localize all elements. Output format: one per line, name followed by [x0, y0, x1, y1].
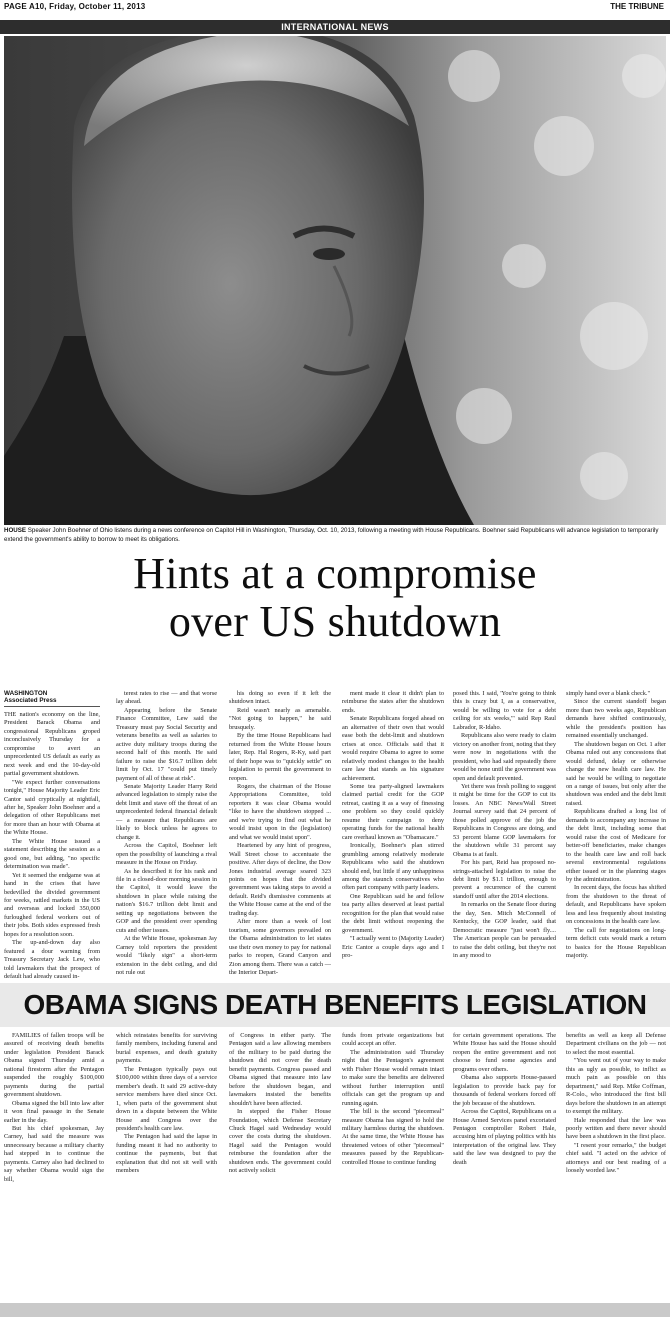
paragraph: simply hand over a blank check." [566, 690, 651, 697]
paragraph: The White House issued a statement describing the session as a good one, but adding, "no specific determination was made". [4, 837, 100, 871]
paragraph: posed this. I said, 'You're going to think this is crazy but I, as a conservative, would be willing to vote for a debt ceiling for six weeks,'" said Rep Raul Labrador, R-Idaho. [453, 690, 556, 731]
paragraph: The Pentagon had said the lapse in funding meant it had no authority to continue the payments, but that explanation that did not sit well with members [116, 1133, 217, 1175]
paragraph: Across the Capitol, Republicans on a House Armed Services panel excoriated Pentagon comptroller Robert Hale, accusing him of playing politics with his interpretation of the original law. They said the law was designed to pay the death [453, 1108, 556, 1166]
story2-col4 [342, 1032, 444, 1300]
paragraph: Appearing before the Senate Finance Committee, Lew said the Treasury must pay Social Security and veterans benefits as well as salaries to active duty military troops during the second half of this month. He said failure to raise the $16.7 trillion debt limit by Oct. 17 "could put timely payment of all of these at risk". [116, 706, 217, 782]
paragraph: terest rates to rise — and that worse lay ahead. [116, 690, 217, 706]
caption-text: Speaker John Boehner of Ohio listens during a news conference on Capitol Hill in Washington, Thursday, Oct. 10, 2013, following a meeting with House Republicans. Boehner said Republicans will advance legislation to temporarily extend the government's ability to borrow to meet its obligations. [4, 527, 659, 543]
paragraph: The administration said Thursday night that the Pentagon's agreement with Fisher House would remain intact to make sure the benefits are delivered without further interruption until officials can get the program up and running again. [342, 1048, 444, 1107]
byline: Associated Press [4, 697, 57, 704]
photo-caption [4, 527, 666, 544]
dateline: WASHINGTON [4, 690, 48, 697]
paragraph: his doing so even if it left the shutdown intact. [229, 690, 331, 706]
story2-col3 [229, 1032, 331, 1300]
paragraph: "You went out of your way to make this as ugly as possible, to inflict as much pain as possible on this department," said Rep. Mike Coffman, R-Colo., who introduced the first bill days before the shutdown in an attempt to exempt the military. [566, 1057, 666, 1116]
paragraph: Rogers, the chairman of the House Appropriations Committee, told reporters it was clear Obama would "like to have the shutdown stopped ... and we're trying to find out what he would insist upon in the (legislation) and what we would insist upon". [229, 782, 331, 841]
paragraph: One Republican said he and fellow tea party allies deserved at least partial recognition for the plan that would raise the debt limit without reopening the government. [342, 892, 444, 934]
paragraph: funds from private organizations but could accept an offer. [342, 1032, 444, 1048]
paragraph: As he described it for his rank and file in a closed-door morning session in the Capitol, it would leave the shutdown in place while raising the nation's $16.7 trillion debt limit and setting up negotiations between the GOP and the president over spending cuts and other issues. [116, 867, 217, 934]
paragraph: "We expect further conversations tonight," House Majority Leader Eric Cantor said cryptically at nightfall, after he, Speaker John Boehner and a delegation of other Republicans met for more than an hour with Obama at the White House. [4, 778, 100, 837]
story1-col5 [453, 690, 556, 979]
paragraph: In remarks on the Senate floor during the day, Sen. Mitch McConnell of Kentucky, the GOP leader, said that Democratic measure "just won't fly.... The American people can be persuaded to raise the debt ceiling, but they're not in any mood to [453, 901, 556, 960]
paragraph: Ironically, Boehner's plan stirred grumbling among relatively moderate Republicans who said the shutdown should end, but little if any unhappiness among the staunch conservatives who often part company with party leaders. [342, 842, 444, 892]
paragraph: "I resent your remarks," the budget chief said. "I acted on the advice of attorneys and our best reading of a loosely worded law." [566, 1141, 666, 1175]
paragraph: Obama signed the bill into law after it won final passage in the Senate earlier in the day. [4, 1099, 104, 1124]
secondary-headline [0, 983, 670, 1027]
paragraph: But his chief spokesman, Jay Carney, had said the measure was unnecessary because a military charity had stepped in to continue the payments. Carney also had declined to say whether Obama would sign the bill, [4, 1124, 104, 1183]
story1-col3 [229, 690, 331, 979]
section-bar [0, 20, 670, 34]
story2-col6 [566, 1032, 666, 1300]
paragraph: Obama also supports House-passed legislation to provide back pay for thousands of federal workers forced off the job because of the shutdown. [453, 1074, 556, 1107]
paragraph: Some tea party-aligned lawmakers claimed partial credit for the GOP retreat, casting it as a way of finessing one problem so they could quickly resume their campaign to deny operating funds for the national health care overhaul known as "Obamacare." [342, 782, 444, 841]
paragraph: Republicans drafted a long list of demands to accompany any increase in the debt limit, including some that would raise the cost of Medicare for better-off beneficiaries, make changes to the health care law and roll back several environmental regulations either issued or in the planning stages by the administration. [566, 808, 666, 883]
paragraph: Senate Republicans forged ahead on an alternative of their own that would ease both the debt-limit and shutdown crises at once. Officials said that it would require Obama to agree to some relatively modest changes to the health care law that stands as his signature achievement. [342, 715, 444, 782]
paragraph: The Pentagon typically pays out $100,000 within three days of a service member's death. It said 29 active-duty service members have died since Oct. 1, when parts of the government shut down in a dispute between the White House and Congress over the president's health care law. [116, 1065, 217, 1132]
headline-line-2: over US shutdown [168, 597, 502, 646]
paragraph: Senate Majority Leader Harry Reid advanced legislation to simply raise the debt limit and stave off the threat of an unprecedented federal financial default — a measure that Republicans are likely to block unless he agrees to change it. [116, 782, 217, 841]
paragraph: Heartened by any hint of progress, Wall Street chose to accentuate the positive. After days of decline, the Dow Jones industrial average soared 323 points on hopes that the divided government was taking steps to avoid a default. Reid's dismissive comments at the White House came at the end of the trading day. [229, 842, 331, 917]
story1-col2 [116, 690, 217, 979]
paragraph: For his part, Reid has proposed no-strings-attached legislation to raise the debt limit by $1.1 trillion, enough to prevent a recurrence of the current standoff until after the 2014 elections. [453, 859, 556, 900]
byline-rule [4, 706, 100, 707]
paragraph: "I actually went to (Majority Leader) Eric Cantor a couple days ago and I pro- [342, 935, 444, 960]
paragraph: By the time House Republicans had returned from the White House hours later, Rep. Hal Rogers, R-Ky, said part of their hope was to "quickly settle" on legislation to permit the government to reopen. [229, 732, 331, 782]
paragraph: ment made it clear it didn't plan to reimburse the states after the shutdown ends. [342, 690, 444, 714]
newspaper-name: THE TRIBUNE [610, 2, 664, 11]
section-title: INTERNATIONAL NEWS [281, 22, 389, 32]
paragraph: In recent days, the focus has shifted from the shutdown to the threat of default, and Republicans have spoken less and less frequently about insisting on concessions in the health care law. [566, 884, 666, 926]
paragraph: benefits as well as keep all Defense Department civilians on the job — not to select the most essential. [566, 1032, 666, 1056]
paragraph: The bill is the second "piecemeal" measure Obama has signed to hold the military harmless during the shutdown. At the same time, the White House has threatened vetoes of other "piecemeal" measures passed by the Republican-controlled House to continue funding [342, 1108, 444, 1166]
story2-col2 [116, 1032, 217, 1300]
paragraph: of Congress in either party. The Pentagon said a law allowing members of the military to be paid during the shutdown did not cover the death benefit payments. Congress passed and Obama signed that measure into law before the shutdown began, and lawmakers insisted the benefits shouldn't have been affected. [229, 1032, 331, 1107]
paragraph: THE nation's economy on the line, President Barack Obama and congressional Republicans groped inconclusively Thursday for a compromise to avert an unprecedented US default as early as next week and end the 10-day-old partial government shutdown. [4, 711, 100, 778]
paragraph: The up-and-down day also featured a dour warning from Treasury Secretary Jack Lew, who told lawmakers that the prospect of default had already caused in- [4, 939, 100, 979]
caption-tag: HOUSE [4, 527, 27, 534]
lead-photo [4, 36, 666, 525]
paragraph: Hale responded that the law was poorly written and there never should have been a shutdown in the first place. [566, 1116, 666, 1141]
page-footer-bar [0, 1303, 670, 1317]
main-headline [0, 550, 670, 646]
paragraph: Across the Capitol, Boehner left open the possibility of launching a rival measure in the House on Friday. [116, 842, 217, 867]
page-folio-left: PAGE A10, Friday, October 11, 2013 [4, 2, 146, 11]
paragraph: After more than a week of lost tourism, some governors prevailed on the Obama administration to let states use their own money to pay for national parks to reopen, Grand Canyon and Zion among them. There was a catch — the Interior Depart- [229, 918, 331, 976]
paragraph: In stepped the Fisher House Foundation, which Defense Secretary Chuck Hagel said Wednesday would cover the costs during the shutdown. Hagel said the Pentagon would reimburse the foundation after the shutdown ends. The government could not actively solicit [229, 1108, 331, 1175]
paragraph: Yet there was fresh polling to suggest it might be time for the GOP to cut its losses. An NBC News/Wall Street Journal survey said that 24 percent of those polled approve of the job the Republicans in Congress are doing, and 53 percent blame GOP lawmakers for the shutdown while 31 percent say Obama is at fault. [453, 782, 556, 858]
headline-line-1: Hints at a compromise [133, 549, 537, 598]
story2-col5 [453, 1032, 556, 1300]
paragraph: The call for negotiations on long-term deficit cuts would mark a return to basics for the House Republican majority. [566, 926, 666, 960]
paragraph: Since the current standoff began more than two weeks ago, Republican demands have shifted continuously, while the president's position has remained essentially unchanged. [566, 698, 666, 740]
paragraph: Reid wasn't nearly as amenable. "Not going to happen," he said brusquely. [229, 706, 331, 731]
paragraph: The shutdown began on Oct. 1 after Obama ruled out any concessions that would defund, delay or otherwise change the new health care law. He said he would be willing to negotiate on a range of issues, but only after the shutdown was ended and the debt limit raised. [566, 740, 666, 807]
boehner-portrait [4, 36, 666, 525]
paragraph: which reinstates benefits for surviving family members, including funeral and burial expenses, and death gratuity payments. [116, 1032, 217, 1065]
paragraph: Yet it seemed the endgame was at hand in the crises that have bedevilled the divided government for weeks, rattled markets in the US and overseas and locked 350,000 furloughed federal workers out of their jobs. Both sides expressed fresh hopes for a resolution soon. [4, 871, 100, 938]
story2-col1 [4, 1032, 104, 1300]
secondary-headline-text: OBAMA SIGNS DEATH BENEFITS LEGISLATION [23, 989, 647, 1020]
paragraph: for certain government operations. The White House has said the House should reopen the entire government and not choose to fund some agencies and programs over others. [453, 1032, 556, 1073]
story1-col1 [4, 711, 100, 979]
paragraph: FAMILIES of fallen troops will be assured of receiving death benefits under legislation President Barack Obama signed Thursday amid a national firestorm after the Pentagon suspended the roughly $100,000 payments during the partial government shutdown. [4, 1032, 104, 1099]
paragraph: Republicans also were ready to claim victory on another front, noting that they were now in negotiations with the president, who had said repeatedly there would be none until the government was open and default prevented. [453, 732, 556, 782]
story1-col4 [342, 690, 444, 979]
paragraph: At the White House, spokesman Jay Carney told reporters the president would "likely sign" a short-term extension in the debt ceiling, and did not rule out [116, 935, 217, 976]
story1-col6 [566, 690, 666, 979]
